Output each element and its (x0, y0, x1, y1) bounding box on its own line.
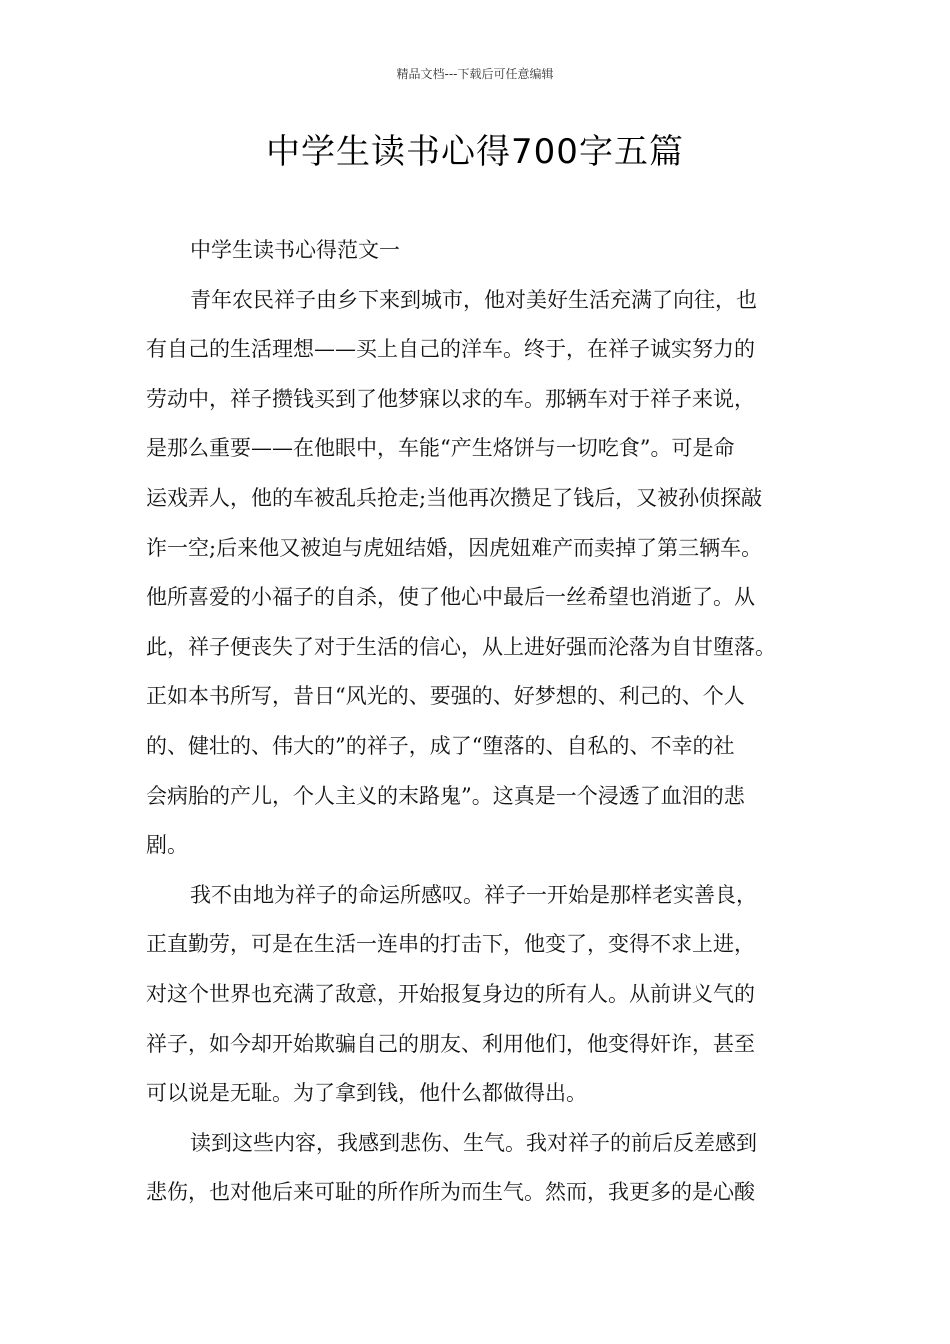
text-line: 是那么重要——在他眼中，车能“产生烙饼与一切吃食”。可是命 (146, 436, 735, 461)
text-line: 诈一空;后来他又被迫与虎妞结婚，因虎妞难产而卖掉了第三辆车。 (146, 535, 763, 560)
text-line: 有自己的生活理想——买上自己的洋车。终于，在祥子诚实努力的 (146, 337, 755, 362)
text-line: 对这个世界也充满了敌意，开始报复身边的所有人。从前讲义气的 (146, 981, 755, 1006)
text-line: 我不由地为祥子的命运所感叹。祥子一开始是那样老实善良， (190, 882, 757, 907)
text-line: 读到这些内容，我感到悲伤、生气。我对祥子的前后反差感到 (190, 1130, 757, 1155)
text-line: 运戏弄人，他的车被乱兵抢走;当他再次攒足了钱后，又被孙侦探敲 (146, 485, 763, 510)
text-line: 他所喜爱的小福子的自杀，使了他心中最后一丝希望也消逝了。从 (146, 585, 755, 610)
text-line: 会病胎的产儿，个人主义的末路鬼”。这真是一个浸透了血泪的悲 (146, 783, 745, 808)
text-line: 正直勤劳，可是在生活一连串的打击下，他变了，变得不求上进， (146, 932, 755, 957)
text-line: 青年农民祥子由乡下来到城市，他对美好生活充满了向往，也 (190, 287, 757, 312)
text-line: 劳动中，祥子攒钱买到了他梦寐以求的车。那辆车对于祥子来说， (146, 386, 755, 411)
document-title: 中学生读书心得700字五篇 (266, 132, 684, 172)
text-line: 中学生读书心得范文一 (190, 238, 400, 262)
document-body (146, 226, 826, 1218)
page-header: 精品文档---下载后可任意编辑 (396, 67, 554, 81)
text-line: 的、健壮的、伟大的”的祥子，成了“堕落的、自私的、不幸的社 (146, 733, 735, 758)
text-line: 可以说是无耻。为了拿到钱，他什么都做得出。 (146, 1081, 587, 1106)
text-line: 剧。 (146, 833, 188, 858)
text-line: 悲伤，也对他后来可耻的所作所为而生气。然而，我更多的是心酸 (146, 1180, 755, 1205)
text-line: 祥子，如今却开始欺骗自己的朋友、利用他们，他变得奸诈，甚至 (146, 1031, 755, 1056)
text-line: 正如本书所写，昔日“风光的、要强的、好梦想的、利己的、个人 (146, 684, 745, 709)
text-line: 此，祥子便丧失了对于生活的信心，从上进好强而沦落为自甘堕落。 (146, 634, 776, 659)
